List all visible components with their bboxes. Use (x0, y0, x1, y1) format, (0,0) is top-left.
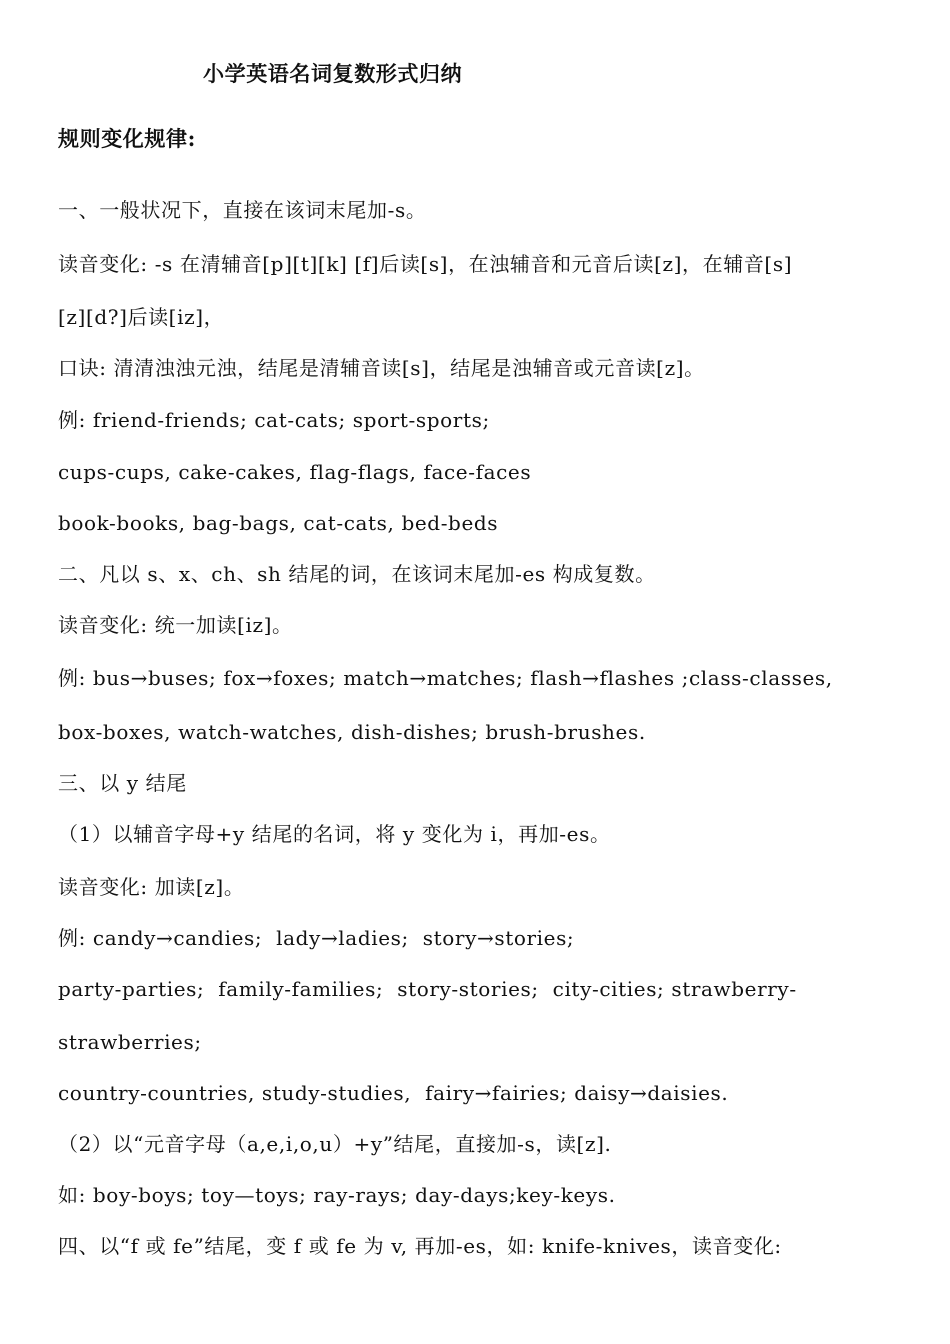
paragraph-line: 读音变化: 加读[z]。 (58, 875, 245, 899)
paragraph-line: country-countries, study-studies, fairy→fairies; daisy→daisies. (58, 1081, 729, 1105)
paragraph-line: 如: boy-boys; toy—toys; ray-rays; day-days;key-keys. (58, 1183, 616, 1207)
paragraph-line: 例: candy→candies; lady→ladies; story→stories; (58, 926, 575, 950)
paragraph-line: 例: friend-friends; cat-cats; sport-sports; (58, 408, 490, 432)
section-heading: 规则变化规律: (58, 126, 196, 151)
paragraph-line: 四、以“f 或 fe”结尾，变 f 或 fe 为 v, 再加-es，如: knife-knives，读音变化: (58, 1234, 782, 1258)
paragraph-line: book-books, bag-bags, cat-cats, bed-beds (58, 511, 499, 535)
paragraph-line: party-parties; family-families; story-stories; city-cities; strawberry- (58, 977, 797, 1001)
paragraph-line: （1）以辅音字母+y 结尾的名词，将 y 变化为 i，再加-es。 (58, 822, 611, 846)
paragraph-line: cups-cups, cake-cakes, flag-flags, face-faces (58, 460, 532, 484)
paragraph-line: 三、以 y 结尾 (58, 771, 187, 795)
paragraph-line: 二、凡以 s、x、ch、sh 结尾的词，在该词末尾加-es 构成复数。 (58, 562, 656, 586)
paragraph-line: strawberries; (58, 1030, 202, 1054)
paragraph-line: 读音变化: 统一加读[iz]。 (58, 613, 293, 637)
document-title: 小学英语名词复数形式归纳 (203, 61, 463, 86)
paragraph-line: 例: bus→buses; fox→foxes; match→matches; flash→flashes ;class-classes, (58, 666, 833, 690)
paragraph-line: 口诀: 清清浊浊元浊，结尾是清辅音读[s]，结尾是浊辅音或元音读[z]。 (58, 356, 705, 380)
paragraph-line: 一、一般状况下，直接在该词末尾加-s。 (58, 198, 427, 222)
paragraph-line: （2）以“元音字母（a,e,i,o,u）+y”结尾，直接加-s，读[z]. (58, 1132, 612, 1156)
paragraph-line: [z][d?]后读[iz]， (58, 305, 225, 329)
paragraph-line: box-boxes, watch-watches, dish-dishes; brush-brushes. (58, 720, 646, 744)
paragraph-line: 读音变化: -s 在清辅音[p][t][k] [f]后读[s]，在浊辅音和元音后读[z]，在辅音[s] (58, 252, 793, 276)
